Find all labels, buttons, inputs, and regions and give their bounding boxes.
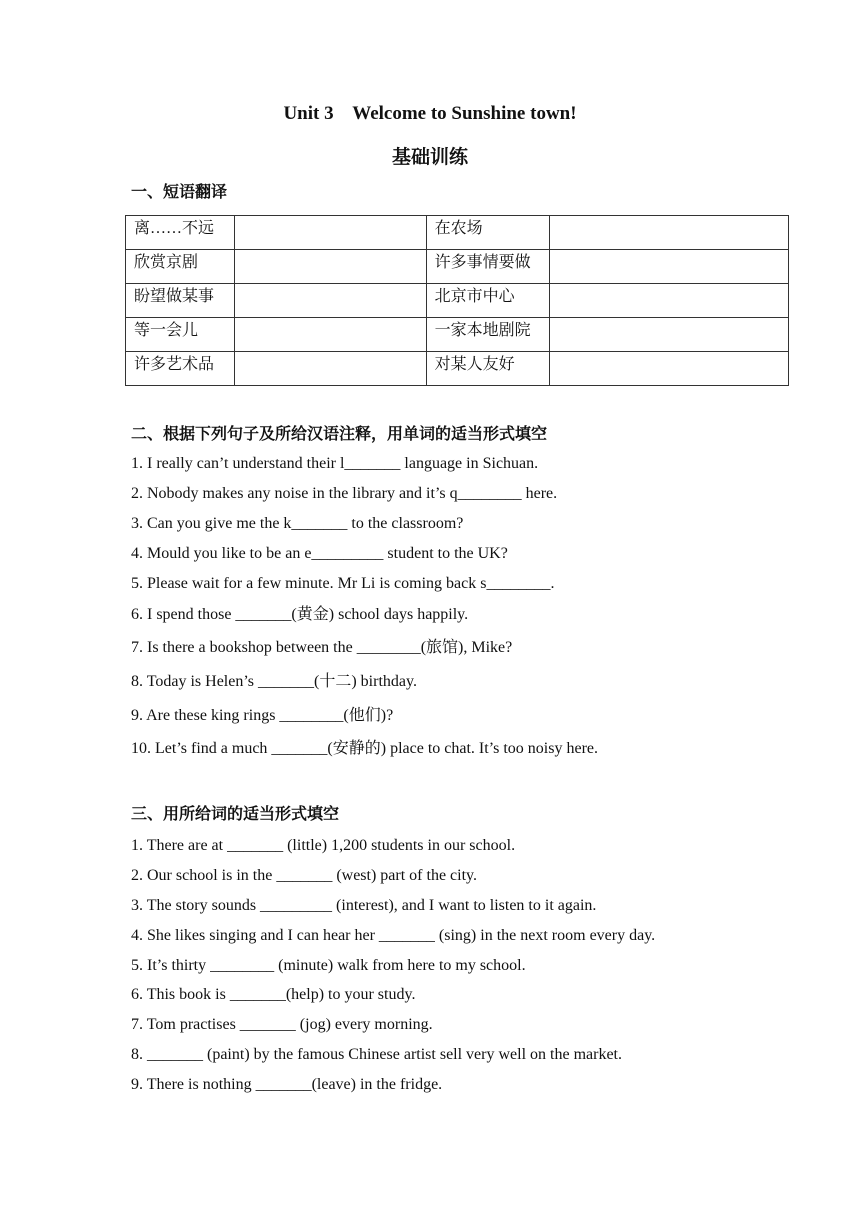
chinese-phrase-cell: 在农场	[426, 216, 550, 250]
table-row	[126, 352, 789, 386]
answer-cell[interactable]	[550, 250, 789, 284]
exercise-item: 8. _______ (paint) by the famous Chinese artist sell very well on the market.	[131, 1046, 622, 1063]
section-heading-word-forms: 三、用所给词的适当形式填空	[131, 806, 340, 823]
chinese-phrase-cell: 盼望做某事	[126, 284, 235, 318]
section-heading-word-fill: 二、根据下列句子及所给汉语注释，用单词的适当形式填空	[131, 426, 548, 443]
answer-cell[interactable]	[550, 216, 789, 250]
exercise-item: 2. Nobody makes any noise in the library and it’s q________ here.	[131, 485, 558, 502]
chinese-phrase-cell: 北京市中心	[426, 284, 550, 318]
document-title: Unit 3 Welcome to Sunshine town!	[283, 103, 577, 124]
chinese-phrase-cell: 一家本地剧院	[426, 318, 550, 352]
chinese-phrase-cell: 欣赏京剧	[126, 250, 235, 284]
section-heading-phrase-translation: 一、短语翻译	[131, 184, 228, 201]
exercise-item: 8. Today is Helen’s _______(十二) birthday.	[131, 673, 417, 690]
exercise-item: 3. The story sounds _________ (interest), and I want to listen to it again.	[131, 897, 597, 914]
table-row	[126, 318, 789, 352]
exercise-item: 2. Our school is in the _______ (west) part of the city.	[131, 867, 478, 884]
document-subtitle: 基础训练	[391, 147, 468, 168]
answer-cell[interactable]	[550, 284, 789, 318]
exercise-item: 10. Let’s find a much _______(安静的) place to chat. It’s too noisy here.	[131, 740, 599, 757]
table-row	[126, 216, 789, 250]
exercise-item: 1. I really can’t understand their l_______ language in Sichuan.	[131, 455, 539, 472]
answer-cell[interactable]	[550, 352, 789, 386]
exercise-item: 6. This book is _______(help) to your study.	[131, 986, 416, 1003]
answer-cell[interactable]	[234, 352, 426, 386]
answer-cell[interactable]	[234, 216, 426, 250]
chinese-phrase-cell: 对某人友好	[426, 352, 550, 386]
exercise-item: 5. It’s thirty ________ (minute) walk from here to my school.	[131, 957, 526, 974]
exercise-item: 7. Is there a bookshop between the ________(旅馆), Mike?	[131, 639, 513, 656]
exercise-item: 3. Can you give me the k_______ to the classroom?	[131, 515, 464, 532]
answer-cell[interactable]	[234, 284, 426, 318]
phrase-translation-table	[125, 215, 789, 386]
answer-cell[interactable]	[234, 318, 426, 352]
chinese-phrase-cell: 等一会儿	[126, 318, 235, 352]
chinese-phrase-cell: 离……不远	[126, 216, 235, 250]
exercise-item: 5. Please wait for a few minute. Mr Li is coming back s________.	[131, 575, 555, 592]
chinese-phrase-cell: 许多事情要做	[426, 250, 550, 284]
answer-cell[interactable]	[234, 250, 426, 284]
exercise-item: 1. There are at _______ (little) 1,200 students in our school.	[131, 837, 516, 854]
exercise-item: 9. There is nothing _______(leave) in the fridge.	[131, 1076, 443, 1093]
exercise-item: 9. Are these king rings ________(他们)?	[131, 707, 394, 724]
exercise-item: 4. Mould you like to be an e_________ student to the UK?	[131, 545, 508, 562]
exercise-item: 4. She likes singing and I can hear her _______ (sing) in the next room every day.	[131, 927, 656, 944]
chinese-phrase-cell: 许多艺术品	[126, 352, 235, 386]
answer-cell[interactable]	[550, 318, 789, 352]
table-row	[126, 250, 789, 284]
exercise-item: 7. Tom practises _______ (jog) every morning.	[131, 1016, 433, 1033]
exercise-item: 6. I spend those _______(黄金) school days happily.	[131, 606, 469, 623]
table-row	[126, 284, 789, 318]
